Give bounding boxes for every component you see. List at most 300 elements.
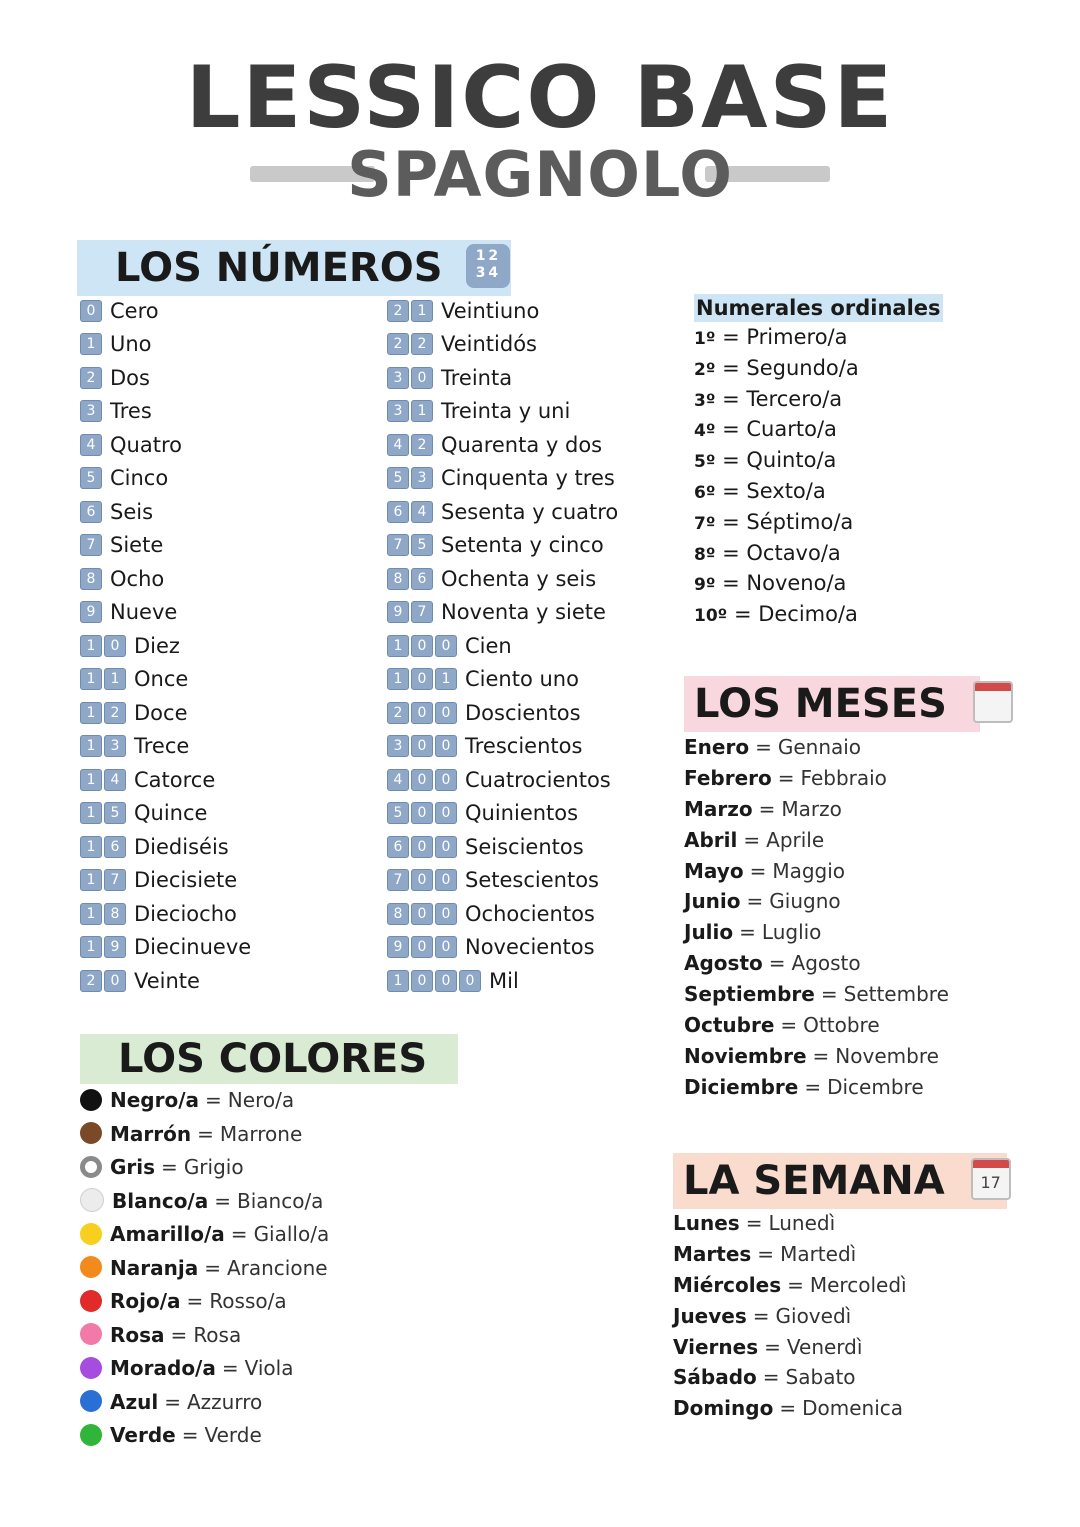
color-swatch-icon <box>80 1390 102 1412</box>
keycap-digits <box>387 333 435 355</box>
week-list <box>673 1208 907 1424</box>
number-word: Cinquenta y tres <box>441 466 615 491</box>
number-word: Setenta y cinco <box>441 533 604 558</box>
week-row <box>673 1332 907 1363</box>
number-word: Cinco <box>110 466 169 491</box>
numbers-column-1 <box>80 294 370 998</box>
ordinal-row <box>694 568 943 599</box>
ordinal-row <box>694 384 943 415</box>
color-swatch-icon <box>80 1256 102 1278</box>
spanish-word: Viernes <box>673 1334 759 1359</box>
keycap-digits <box>80 501 104 523</box>
number-row <box>80 629 370 663</box>
number-word: Trece <box>134 734 190 759</box>
equals-sign: = <box>743 827 761 852</box>
keycap-digit-icon: 1 <box>80 836 102 858</box>
spanish-word: Febrero <box>684 765 772 790</box>
color-row <box>80 1252 329 1286</box>
italian-word: Bianco/a <box>237 1188 324 1213</box>
number-row <box>387 931 677 965</box>
equals-sign: = <box>230 1222 248 1246</box>
number-row <box>387 663 677 697</box>
numbers-heading-text: LOS NÚMEROS <box>115 245 443 291</box>
italian-word: Marrone <box>219 1121 303 1146</box>
number-row <box>387 763 677 797</box>
number-word: Tres <box>110 399 152 424</box>
ordinal-word: = Noveno/a <box>722 571 847 596</box>
week-heading <box>673 1153 1007 1209</box>
number-word: Cero <box>110 298 159 323</box>
keycap-digits <box>387 467 435 489</box>
italian-word: Gennaio <box>777 735 862 759</box>
number-word: Cien <box>465 633 512 658</box>
italian-word: Sabato <box>785 1365 856 1390</box>
number-row <box>80 428 370 462</box>
months-row <box>684 825 949 856</box>
number-row <box>80 897 370 931</box>
keycap-digits <box>80 702 128 724</box>
italian-word: Rosa <box>193 1322 242 1347</box>
ordinal-word: = Cuarto/a <box>722 417 837 442</box>
color-row <box>80 1118 329 1152</box>
number-word: Ocho <box>110 566 165 591</box>
number-row <box>387 395 677 429</box>
equals-sign: = <box>221 1356 239 1380</box>
keycap-digit-icon: 5 <box>387 467 409 489</box>
equals-sign: = <box>161 1155 178 1179</box>
number-word: Dos <box>110 365 150 390</box>
keycap-digits <box>387 869 459 891</box>
number-row <box>80 596 370 630</box>
keycap-digit-icon: 0 <box>80 300 102 322</box>
keycap-digit-icon: 8 <box>104 903 126 925</box>
keycap-digit-icon: 7 <box>387 869 409 891</box>
keycap-digits <box>80 735 128 757</box>
italian-word: Agosto <box>791 951 861 976</box>
italian-word: Venerdì <box>786 1334 863 1359</box>
number-word: Nueve <box>110 600 178 625</box>
months-row <box>684 794 949 825</box>
number-row <box>387 562 677 596</box>
number-row <box>80 328 370 362</box>
keycap-digit-icon: 1 <box>411 400 433 422</box>
ordinal-word: = Segundo/a <box>722 355 859 380</box>
number-row <box>80 696 370 730</box>
keycap-digits <box>80 434 104 456</box>
number-row <box>80 361 370 395</box>
italian-word: Giallo/a <box>253 1222 330 1246</box>
keycap-digit-icon: 0 <box>104 635 126 657</box>
keycap-digit-icon: 1 <box>80 903 102 925</box>
keycap-digit-icon: 0 <box>411 936 433 958</box>
months-row <box>684 886 949 917</box>
keycap-digit-icon: 2 <box>104 702 126 724</box>
color-row <box>80 1218 329 1252</box>
ordinal-row <box>694 445 943 476</box>
number-word: Dieciocho <box>134 901 237 926</box>
week-row <box>673 1239 907 1270</box>
ordinals-list <box>694 322 943 630</box>
keycap-digit-icon: 4 <box>387 434 409 456</box>
ordinal-row <box>694 322 943 353</box>
spanish-word: Enero <box>684 735 750 759</box>
keycap-digit-icon: 4 <box>387 769 409 791</box>
equals-sign: = <box>764 1334 781 1359</box>
numbers-column-2 <box>387 294 677 998</box>
number-word: Ochocientos <box>465 901 595 926</box>
number-row <box>387 328 677 362</box>
spanish-word: Sábado <box>673 1365 757 1390</box>
number-row <box>80 964 370 998</box>
equals-sign: = <box>758 796 776 821</box>
number-word: Uno <box>110 332 152 357</box>
keycap-digit-icon: 1 <box>80 635 102 657</box>
keycap-digit-icon: 1 <box>80 802 102 824</box>
keycap-digit-icon: 1 <box>80 869 102 891</box>
keycap-digit-icon: 8 <box>387 903 409 925</box>
color-swatch-icon <box>80 1089 102 1111</box>
keycap-digits <box>80 970 128 992</box>
color-row <box>80 1285 329 1319</box>
number-row <box>387 294 677 328</box>
keycap-digit-icon: 0 <box>411 367 433 389</box>
number-word: Cuatrocientos <box>465 767 611 792</box>
ordinal-word: = Sexto/a <box>722 478 826 503</box>
keycap-digit-icon: 3 <box>387 735 409 757</box>
keycap-digits <box>80 802 128 824</box>
page-title: LESSICO BASE <box>185 48 895 148</box>
color-row <box>80 1084 329 1118</box>
keycap-digit-icon: 0 <box>104 970 126 992</box>
number-word: Diecisiete <box>134 868 238 893</box>
ordinal-word: = Primero/a <box>722 325 848 349</box>
keycap-digit-icon: 0 <box>435 936 457 958</box>
number-row <box>80 495 370 529</box>
keycap-digit-icon: 1 <box>80 668 102 690</box>
italian-word: Settembre <box>843 982 949 1007</box>
keycap-digits <box>80 300 104 322</box>
number-word: Quatro <box>110 432 182 457</box>
keycap-digit-icon: 0 <box>411 702 433 724</box>
spanish-word: Blanco/a <box>112 1188 209 1213</box>
keycap-digit-icon: 0 <box>435 869 457 891</box>
number-word: Trescientos <box>465 734 583 759</box>
keycap-digit-icon: 3 <box>387 400 409 422</box>
ordinal-number: 2º <box>694 359 716 380</box>
number-row <box>80 797 370 831</box>
color-row <box>80 1185 329 1219</box>
number-row <box>80 529 370 563</box>
number-word: Veintiuno <box>441 298 540 323</box>
spanish-word: Junio <box>684 889 741 914</box>
number-word: Ochenta y seis <box>441 566 597 591</box>
number-row <box>387 361 677 395</box>
spanish-word: Mayo <box>684 858 744 883</box>
keycap-digit-icon: 2 <box>80 970 102 992</box>
color-swatch-icon <box>80 1223 102 1245</box>
keycap-digit-icon: 6 <box>104 836 126 858</box>
number-word: Diecinueve <box>134 935 252 960</box>
ordinal-row <box>694 599 943 630</box>
keycap-digit-icon: 4 <box>80 434 102 456</box>
keycap-digits <box>80 903 128 925</box>
italian-word: Azzurro <box>186 1389 263 1414</box>
numbers-heading <box>77 240 511 296</box>
keycap-digit-icon: 0 <box>435 735 457 757</box>
keycap-digit-icon: 2 <box>411 333 433 355</box>
italian-word: Novembre <box>835 1043 939 1068</box>
number-word: Sesenta y cuatro <box>441 499 619 524</box>
spanish-word: Azul <box>110 1389 159 1414</box>
italian-word: Maggio <box>772 858 846 883</box>
keycap-digit-icon: 1 <box>387 635 409 657</box>
week-row <box>673 1270 907 1301</box>
spanish-word: Noviembre <box>684 1043 807 1068</box>
keycap-digit-icon: 1 <box>80 769 102 791</box>
months-row <box>684 1041 949 1072</box>
equals-sign: = <box>197 1121 214 1146</box>
color-swatch-icon <box>80 1122 102 1144</box>
italian-word: Lunedì <box>768 1211 836 1235</box>
number-row <box>387 696 677 730</box>
keycap-digits <box>387 903 459 925</box>
number-word: Doce <box>134 700 188 725</box>
ordinal-row <box>694 507 943 538</box>
months-row <box>684 856 949 887</box>
ordinal-word: = Octavo/a <box>722 540 841 565</box>
keycap-digit-icon: 6 <box>387 501 409 523</box>
keycap-digits <box>387 836 459 858</box>
number-row <box>80 830 370 864</box>
italian-word: Verde <box>204 1423 262 1447</box>
keycap-digit-icon: 9 <box>104 936 126 958</box>
spanish-word: Domingo <box>673 1396 774 1421</box>
ordinal-word: = Tercero/a <box>722 386 843 411</box>
keycap-digits <box>80 568 104 590</box>
number-word: Seis <box>110 499 154 524</box>
number-word: Siete <box>110 533 164 558</box>
keycap-digit-icon: 7 <box>411 601 433 623</box>
equals-sign: = <box>214 1188 231 1213</box>
spanish-word: Julio <box>684 920 734 945</box>
number-row <box>80 462 370 496</box>
keycap-digits <box>387 367 435 389</box>
spanish-word: Diciembre <box>684 1074 799 1099</box>
number-row <box>80 730 370 764</box>
months-row <box>684 1072 949 1103</box>
keycap-digit-icon: 0 <box>435 635 457 657</box>
ordinal-number: 8º <box>694 544 716 565</box>
spanish-word: Martes <box>673 1241 752 1266</box>
spanish-word: Marzo <box>684 796 753 821</box>
equals-sign: = <box>170 1322 188 1347</box>
equals-sign: = <box>205 1088 222 1112</box>
months-row <box>684 732 949 763</box>
equals-sign: = <box>757 1241 775 1266</box>
color-row <box>80 1386 329 1420</box>
equals-sign: = <box>204 1255 221 1280</box>
keycap-digit-icon: 8 <box>80 568 102 590</box>
italian-word: Rosso/a <box>209 1289 287 1313</box>
color-row <box>80 1419 329 1453</box>
number-word: Quinientos <box>465 801 579 826</box>
color-swatch-icon <box>80 1424 102 1446</box>
ordinal-word: = Quinto/a <box>722 448 837 473</box>
keycap-digit-icon: 0 <box>459 970 481 992</box>
number-word: Quince <box>134 801 208 826</box>
keycap-digit-icon: 7 <box>387 534 409 556</box>
number-row <box>387 797 677 831</box>
color-swatch-icon <box>80 1357 102 1379</box>
keycap-digit-icon: 0 <box>435 836 457 858</box>
italian-word: Grigio <box>183 1155 244 1179</box>
number-word: Diediséis <box>134 834 229 859</box>
ordinal-number: 6º <box>694 482 716 503</box>
keycap-digit-icon: 2 <box>387 300 409 322</box>
ordinal-number: 10º <box>694 606 728 627</box>
color-swatch-icon <box>80 1290 102 1312</box>
keycap-digits <box>387 735 459 757</box>
number-word: Noventa y siete <box>441 600 606 625</box>
number-word: Diez <box>134 633 180 658</box>
spanish-word: Lunes <box>673 1211 740 1235</box>
keycap-digit-icon: 0 <box>435 903 457 925</box>
spiral-calendar-icon <box>973 681 1013 723</box>
keycap-digit-icon: 3 <box>387 367 409 389</box>
spanish-word: Negro/a <box>110 1088 200 1112</box>
keycap-digits <box>80 333 104 355</box>
italian-word: Giovedì <box>775 1303 852 1328</box>
number-row <box>387 864 677 898</box>
equals-sign: = <box>762 1365 780 1390</box>
spanish-word: Rosa <box>110 1322 165 1347</box>
spanish-word: Miércoles <box>673 1272 782 1297</box>
number-row <box>80 864 370 898</box>
number-row <box>80 562 370 596</box>
equals-sign: = <box>749 858 767 883</box>
keycap-digit-icon: 1 <box>80 333 102 355</box>
keycap-digit-icon: 0 <box>411 836 433 858</box>
color-swatch-icon <box>80 1156 102 1178</box>
italian-word: Arancione <box>226 1255 328 1280</box>
keycap-digits <box>80 367 104 389</box>
week-row <box>673 1208 907 1239</box>
keycap-digit-icon: 5 <box>104 802 126 824</box>
number-word: Veinte <box>134 968 200 993</box>
numbers-1234-icon: 12 34 <box>466 244 510 288</box>
keycap-digit-icon: 3 <box>411 467 433 489</box>
spanish-word: Rojo/a <box>110 1289 181 1313</box>
keycap-digit-icon: 1 <box>80 936 102 958</box>
keycap-digit-icon: 9 <box>387 936 409 958</box>
keycap-digit-icon: 3 <box>80 400 102 422</box>
keycap-digits <box>387 534 435 556</box>
keycap-digit-icon: 9 <box>80 601 102 623</box>
week-row <box>673 1393 907 1424</box>
ordinal-row <box>694 414 943 445</box>
week-heading-text: LA SEMANA <box>683 1158 945 1204</box>
colors-heading: LOS COLORES <box>80 1034 458 1084</box>
keycap-digits <box>80 769 128 791</box>
ordinal-word: = Decimo/a <box>733 602 858 627</box>
ordinal-row <box>694 538 943 569</box>
keycap-digit-icon: 6 <box>80 501 102 523</box>
italian-word: Mercoledì <box>809 1272 907 1297</box>
number-row <box>387 629 677 663</box>
color-swatch-icon <box>80 1188 104 1212</box>
keycap-digits <box>80 534 104 556</box>
months-row <box>684 979 949 1010</box>
equals-sign: = <box>755 735 772 759</box>
ordinal-number: 9º <box>694 575 716 596</box>
number-word: Novecientos <box>465 935 595 960</box>
number-word: Ciento uno <box>465 667 579 692</box>
keycap-digit-icon: 0 <box>411 869 433 891</box>
ordinal-number: 1º <box>694 329 716 349</box>
number-word: Seiscientos <box>465 834 584 859</box>
keycap-digits <box>80 400 104 422</box>
keycap-digit-icon: 5 <box>387 802 409 824</box>
italian-word: Viola <box>244 1356 294 1380</box>
equals-sign: = <box>768 951 786 976</box>
number-row <box>387 964 677 998</box>
page-subtitle: SPAGNOLO <box>347 138 733 211</box>
keycap-digit-icon: 1 <box>435 668 457 690</box>
keycap-digits <box>80 635 128 657</box>
keycap-digit-icon: 3 <box>104 735 126 757</box>
equals-sign: = <box>746 889 764 914</box>
italian-word: Luglio <box>761 920 822 945</box>
keycap-digits <box>387 501 435 523</box>
ordinal-number: 5º <box>694 452 716 473</box>
number-word: Quarenta y dos <box>441 432 603 457</box>
keycap-digit-icon: 1 <box>387 668 409 690</box>
keycap-digit-icon: 0 <box>435 802 457 824</box>
keycap-digit-icon: 1 <box>104 668 126 690</box>
equals-sign: = <box>164 1389 181 1414</box>
equals-sign: = <box>739 920 756 945</box>
calendar-17-icon: 17 <box>971 1158 1011 1200</box>
color-row <box>80 1352 329 1386</box>
keycap-digit-icon: 0 <box>435 769 457 791</box>
keycap-digits <box>387 400 435 422</box>
ordinal-number: 3º <box>694 390 716 411</box>
spanish-word: Morado/a <box>110 1356 216 1380</box>
keycap-digits <box>387 635 459 657</box>
keycap-digits <box>80 601 104 623</box>
week-row <box>673 1362 907 1393</box>
number-row <box>387 897 677 931</box>
keycap-digit-icon: 4 <box>411 501 433 523</box>
keycap-digit-icon: 0 <box>435 970 457 992</box>
months-row <box>684 763 949 794</box>
equals-sign: = <box>787 1272 804 1297</box>
color-row <box>80 1151 329 1185</box>
keycap-digit-icon: 0 <box>411 903 433 925</box>
number-row <box>387 495 677 529</box>
equals-sign: = <box>820 982 838 1007</box>
number-row <box>387 428 677 462</box>
keycap-digit-icon: 0 <box>411 668 433 690</box>
ordinals-heading: Numerales ordinales <box>696 296 941 320</box>
keycap-digit-icon: 7 <box>80 534 102 556</box>
number-word: Doscientos <box>465 700 581 725</box>
number-word: Setescientos <box>465 868 599 893</box>
keycap-digit-icon: 6 <box>387 836 409 858</box>
number-row <box>387 462 677 496</box>
keycap-digit-icon: 2 <box>387 702 409 724</box>
italian-word: Marzo <box>781 796 842 821</box>
